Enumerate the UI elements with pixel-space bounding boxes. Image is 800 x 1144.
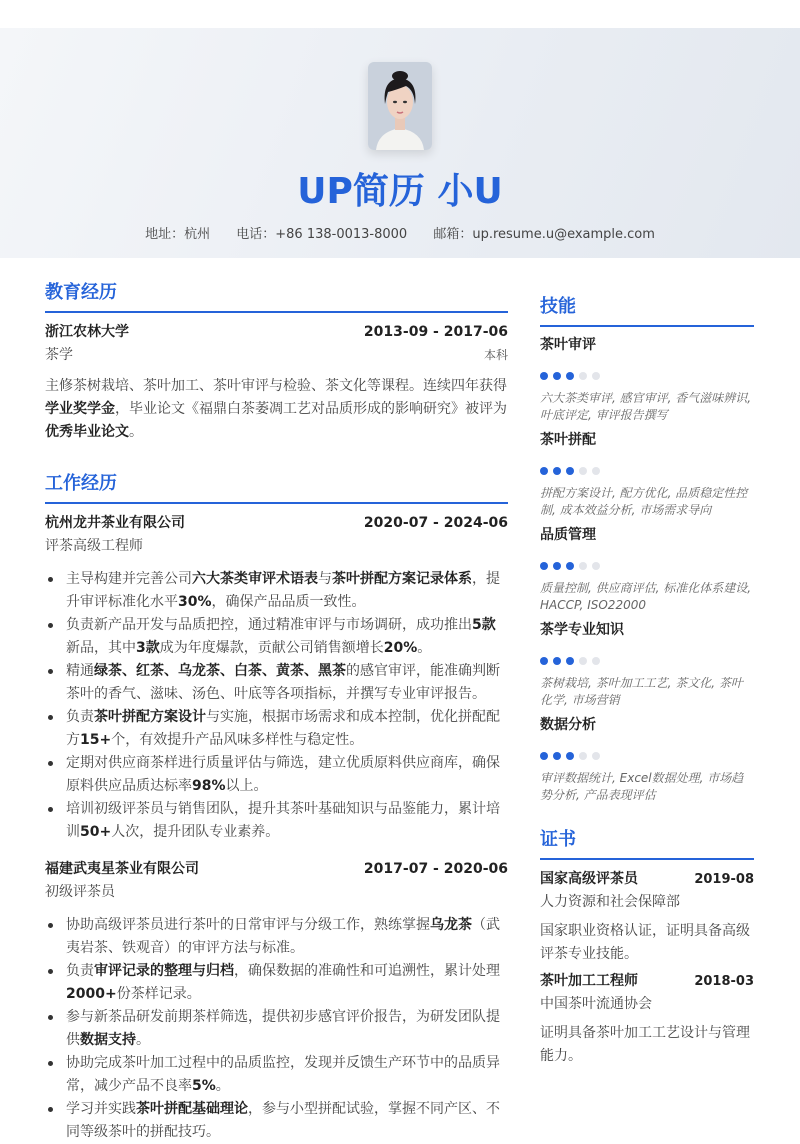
empty-dot-icon bbox=[592, 657, 600, 665]
text-segment: 主导构建并完善公司 bbox=[66, 571, 192, 587]
section-title: 工作经历 bbox=[45, 472, 508, 504]
school-name: 浙江农林大学 bbox=[45, 324, 129, 340]
skill-name: 茶叶审评 bbox=[540, 337, 596, 353]
text-segment: ，提升审评标准化水平 bbox=[66, 571, 500, 610]
highlight-text: 30% bbox=[178, 594, 212, 610]
text-segment: ，确保产品品质一致性。 bbox=[211, 594, 366, 610]
main-column bbox=[45, 281, 508, 1144]
filled-dot-icon bbox=[540, 372, 548, 380]
certificate-description: 证明具备茶叶加工工艺设计与管理能力。 bbox=[540, 1025, 750, 1064]
highlight-text: 优秀毕业论文 bbox=[45, 424, 129, 440]
skill-description: 拼配方案设计, 配方优化, 品质稳定性控制, 成本效益分析, 市场需求导向 bbox=[540, 486, 748, 517]
bullet-item bbox=[45, 752, 508, 798]
job-entry bbox=[45, 858, 508, 1144]
text-segment: 主修茶树栽培、茶叶加工、茶叶审评与检验、茶文化等课程。连续四年获得 bbox=[45, 378, 507, 394]
highlight-text: 15+ bbox=[80, 732, 112, 748]
text-segment: ，确保数据的准确性和可追溯性，累计处理 bbox=[234, 963, 500, 979]
skill-item bbox=[540, 335, 754, 424]
certificate-item bbox=[540, 970, 754, 1068]
filled-dot-icon bbox=[566, 562, 574, 570]
education-date: 2013-09 - 2017-06 bbox=[363, 324, 508, 340]
skill-name: 茶学专业知识 bbox=[540, 622, 624, 638]
text-segment: ，毕业论文《福鼎白茶萎凋工艺对品质形成的影响研究》被评为 bbox=[115, 401, 507, 417]
text-segment: 定期对供应商茶样进行质量评估与筛选，建立优质原料供应商库，确保原料供应品质达标率 bbox=[66, 755, 500, 794]
degree: 本科 bbox=[483, 348, 508, 362]
bullet-item bbox=[45, 660, 508, 706]
filled-dot-icon bbox=[553, 372, 561, 380]
highlight-text: 5% bbox=[192, 1078, 216, 1094]
bullet-item bbox=[45, 1052, 508, 1098]
text-segment: 。 bbox=[136, 1032, 150, 1048]
highlight-text: 学业奖学金 bbox=[45, 401, 115, 417]
skill-item bbox=[540, 525, 754, 614]
filled-dot-icon bbox=[553, 467, 561, 475]
text-segment: 与 bbox=[318, 571, 332, 587]
empty-dot-icon bbox=[592, 562, 600, 570]
highlight-text: 5款 bbox=[472, 617, 496, 633]
section-title: 证书 bbox=[540, 828, 754, 860]
job-bullets bbox=[45, 914, 508, 1144]
job-role: 评茶高级工程师 bbox=[45, 538, 143, 554]
highlight-text: 绿茶、红茶、乌龙茶、白茶、黄茶、黑茶 bbox=[94, 663, 346, 679]
skill-name: 品质管理 bbox=[540, 527, 596, 543]
email-label: 邮箱： bbox=[433, 227, 473, 242]
company-name: 杭州龙井茶业有限公司 bbox=[45, 515, 185, 531]
empty-dot-icon bbox=[579, 562, 587, 570]
skill-description: 茶树栽培, 茶叶加工工艺, 茶文化, 茶叶化学, 市场营销 bbox=[540, 676, 743, 707]
major: 茶学 bbox=[45, 347, 73, 363]
empty-dot-icon bbox=[579, 657, 587, 665]
text-segment: 负责 bbox=[66, 963, 94, 979]
bullet-item bbox=[45, 1006, 508, 1052]
skill-name: 茶叶拼配 bbox=[540, 432, 596, 448]
text-segment: 。 bbox=[417, 640, 432, 656]
highlight-text: 六大茶类审评术语表 bbox=[192, 571, 318, 587]
skill-item bbox=[540, 430, 754, 519]
highlight-text: 茶叶拼配基础理论 bbox=[136, 1101, 248, 1117]
email-value: up.resume.u@example.com bbox=[472, 227, 655, 242]
job-header bbox=[45, 858, 508, 880]
text-segment: 的感官审评，能准确判断茶叶的香气、滋味、汤色、叶底等各项指标，并撰写专业审评报告。 bbox=[66, 663, 500, 702]
filled-dot-icon bbox=[566, 752, 574, 760]
filled-dot-icon bbox=[553, 562, 561, 570]
candidate-name: UP简历 小U bbox=[297, 171, 503, 212]
highlight-text: 98% bbox=[192, 778, 226, 794]
filled-dot-icon bbox=[540, 657, 548, 665]
skill-name: 数据分析 bbox=[540, 717, 596, 733]
bullet-item bbox=[45, 614, 508, 660]
bullet-item bbox=[45, 960, 508, 1006]
text-segment: 协助高级评茶员进行茶叶的日常审评与分级工作，熟练掌握 bbox=[66, 917, 430, 933]
bullet-item bbox=[45, 1098, 508, 1144]
filled-dot-icon bbox=[540, 467, 548, 475]
contact-email bbox=[433, 227, 655, 242]
text-segment: 新品，其中 bbox=[66, 640, 136, 656]
empty-dot-icon bbox=[579, 372, 587, 380]
text-segment: 协助完成茶叶加工过程中的品质监控，发现并反馈生产环节中的品质异常，减少产品不良率 bbox=[66, 1055, 500, 1094]
skills-section bbox=[540, 295, 754, 804]
bullet-item bbox=[45, 706, 508, 752]
job-entry bbox=[45, 512, 508, 844]
skill-description: 审评数据统计, Excel数据处理, 市场趋势分析, 产品表现评估 bbox=[540, 771, 744, 802]
highlight-text: 茶叶拼配方案记录体系 bbox=[332, 571, 472, 587]
highlight-text: 茶叶拼配方案设计 bbox=[94, 709, 206, 725]
text-segment: 与实施，根据市场需求和成本控制，优化拼配配方 bbox=[66, 709, 500, 748]
company-name: 福建武夷星茶业有限公司 bbox=[45, 861, 199, 877]
address-label: 地址： bbox=[145, 227, 185, 242]
certificate-header bbox=[540, 970, 754, 992]
certificate-issuer: 中国茶叶流通协会 bbox=[540, 996, 652, 1012]
text-segment: 。 bbox=[215, 1078, 230, 1094]
contact-address bbox=[145, 227, 210, 242]
filled-dot-icon bbox=[566, 372, 574, 380]
bullet-item bbox=[45, 914, 508, 960]
filled-dot-icon bbox=[553, 657, 561, 665]
section-title: 教育经历 bbox=[45, 281, 508, 313]
skill-level-dots bbox=[540, 657, 754, 665]
job-bullets bbox=[45, 568, 508, 844]
text-segment: 负责新产品开发与品质把控，通过精准审评与市场调研，成功推出 bbox=[66, 617, 472, 633]
bullet-item bbox=[45, 798, 508, 844]
highlight-text: 数据支持 bbox=[80, 1032, 136, 1048]
education-section bbox=[45, 281, 508, 444]
profile-photo bbox=[368, 62, 432, 150]
text-segment: 负责 bbox=[66, 709, 94, 725]
empty-dot-icon bbox=[592, 372, 600, 380]
bullet-item bbox=[45, 568, 508, 614]
side-column bbox=[540, 295, 754, 1072]
text-segment: 成为年度爆款，贡献公司销售额增长 bbox=[159, 640, 384, 656]
filled-dot-icon bbox=[566, 657, 574, 665]
job-role: 初级评茶员 bbox=[45, 884, 115, 900]
text-segment: 份茶样记录。 bbox=[116, 986, 201, 1002]
certificate-name: 国家高级评茶员 bbox=[540, 871, 638, 887]
section-title: 技能 bbox=[540, 295, 754, 327]
job-date: 2017-07 - 2020-06 bbox=[363, 861, 508, 877]
empty-dot-icon bbox=[579, 467, 587, 475]
certificate-issuer: 人力资源和社会保障部 bbox=[540, 894, 680, 910]
skill-item bbox=[540, 715, 754, 804]
text-segment: 人次，提升团队专业素养。 bbox=[111, 824, 280, 840]
skill-level-dots bbox=[540, 562, 754, 570]
text-segment: 。 bbox=[129, 424, 143, 440]
text-segment: 个，有效提升产品风味多样性与稳定性。 bbox=[111, 732, 364, 748]
certificate-date: 2019-08 bbox=[694, 872, 754, 887]
skill-level-dots bbox=[540, 372, 754, 380]
certificate-item bbox=[540, 868, 754, 966]
certificate-date: 2018-03 bbox=[694, 974, 754, 989]
text-segment: 参与新茶品研发前期茶样筛选，提供初步感官评价报告，为研发团队提供 bbox=[66, 1009, 500, 1048]
highlight-text: 审评记录的整理与归档 bbox=[94, 963, 234, 979]
filled-dot-icon bbox=[540, 752, 548, 760]
skill-level-dots bbox=[540, 467, 754, 475]
highlight-text: 乌龙茶 bbox=[430, 917, 472, 933]
text-segment: 精通 bbox=[66, 663, 94, 679]
highlight-text: 20% bbox=[383, 640, 418, 656]
text-segment: 学习并实践 bbox=[66, 1101, 136, 1117]
empty-dot-icon bbox=[592, 467, 600, 475]
skill-level-dots bbox=[540, 752, 754, 760]
text-segment: （武夷岩茶、铁观音）的审评方法与标准。 bbox=[66, 917, 500, 956]
empty-dot-icon bbox=[592, 752, 600, 760]
skill-item bbox=[540, 620, 754, 709]
skill-description: 质量控制, 供应商评估, 标准化体系建设, HACCP, ISO22000 bbox=[540, 581, 752, 612]
certificates-section bbox=[540, 828, 754, 1068]
empty-dot-icon bbox=[579, 752, 587, 760]
highlight-text: 2000+ bbox=[66, 986, 117, 1002]
text-segment: 以上。 bbox=[225, 778, 268, 794]
job-date: 2020-07 - 2024-06 bbox=[363, 515, 508, 531]
certificate-name: 茶叶加工工程师 bbox=[540, 973, 638, 989]
filled-dot-icon bbox=[566, 467, 574, 475]
text-segment: 培训初级评茶员与销售团队，提升其茶叶基础知识与品鉴能力，累计培训 bbox=[66, 801, 500, 840]
text-segment: ，参与小型拼配试验，掌握不同产区、不同等级茶叶的拼配技巧。 bbox=[66, 1101, 500, 1140]
address-value: 杭州 bbox=[184, 227, 211, 242]
filled-dot-icon bbox=[540, 562, 548, 570]
highlight-text: 3款 bbox=[136, 640, 160, 656]
certificate-header bbox=[540, 868, 754, 890]
skill-description: 六大茶类审评, 感官审评, 香气滋味辨识, 叶底评定, 审评报告撰写 bbox=[540, 391, 752, 422]
work-section bbox=[45, 472, 508, 1144]
contact-phone bbox=[236, 227, 407, 242]
education-description bbox=[45, 375, 508, 444]
phone-label: 电话： bbox=[236, 227, 276, 242]
contact-info bbox=[0, 226, 800, 244]
job-header bbox=[45, 512, 508, 534]
highlight-text: 50+ bbox=[80, 824, 112, 840]
phone-value: +86 138-0013-8000 bbox=[275, 227, 408, 242]
certificate-description: 国家职业资格认证，证明具备高级评茶专业技能。 bbox=[540, 923, 750, 962]
filled-dot-icon bbox=[553, 752, 561, 760]
